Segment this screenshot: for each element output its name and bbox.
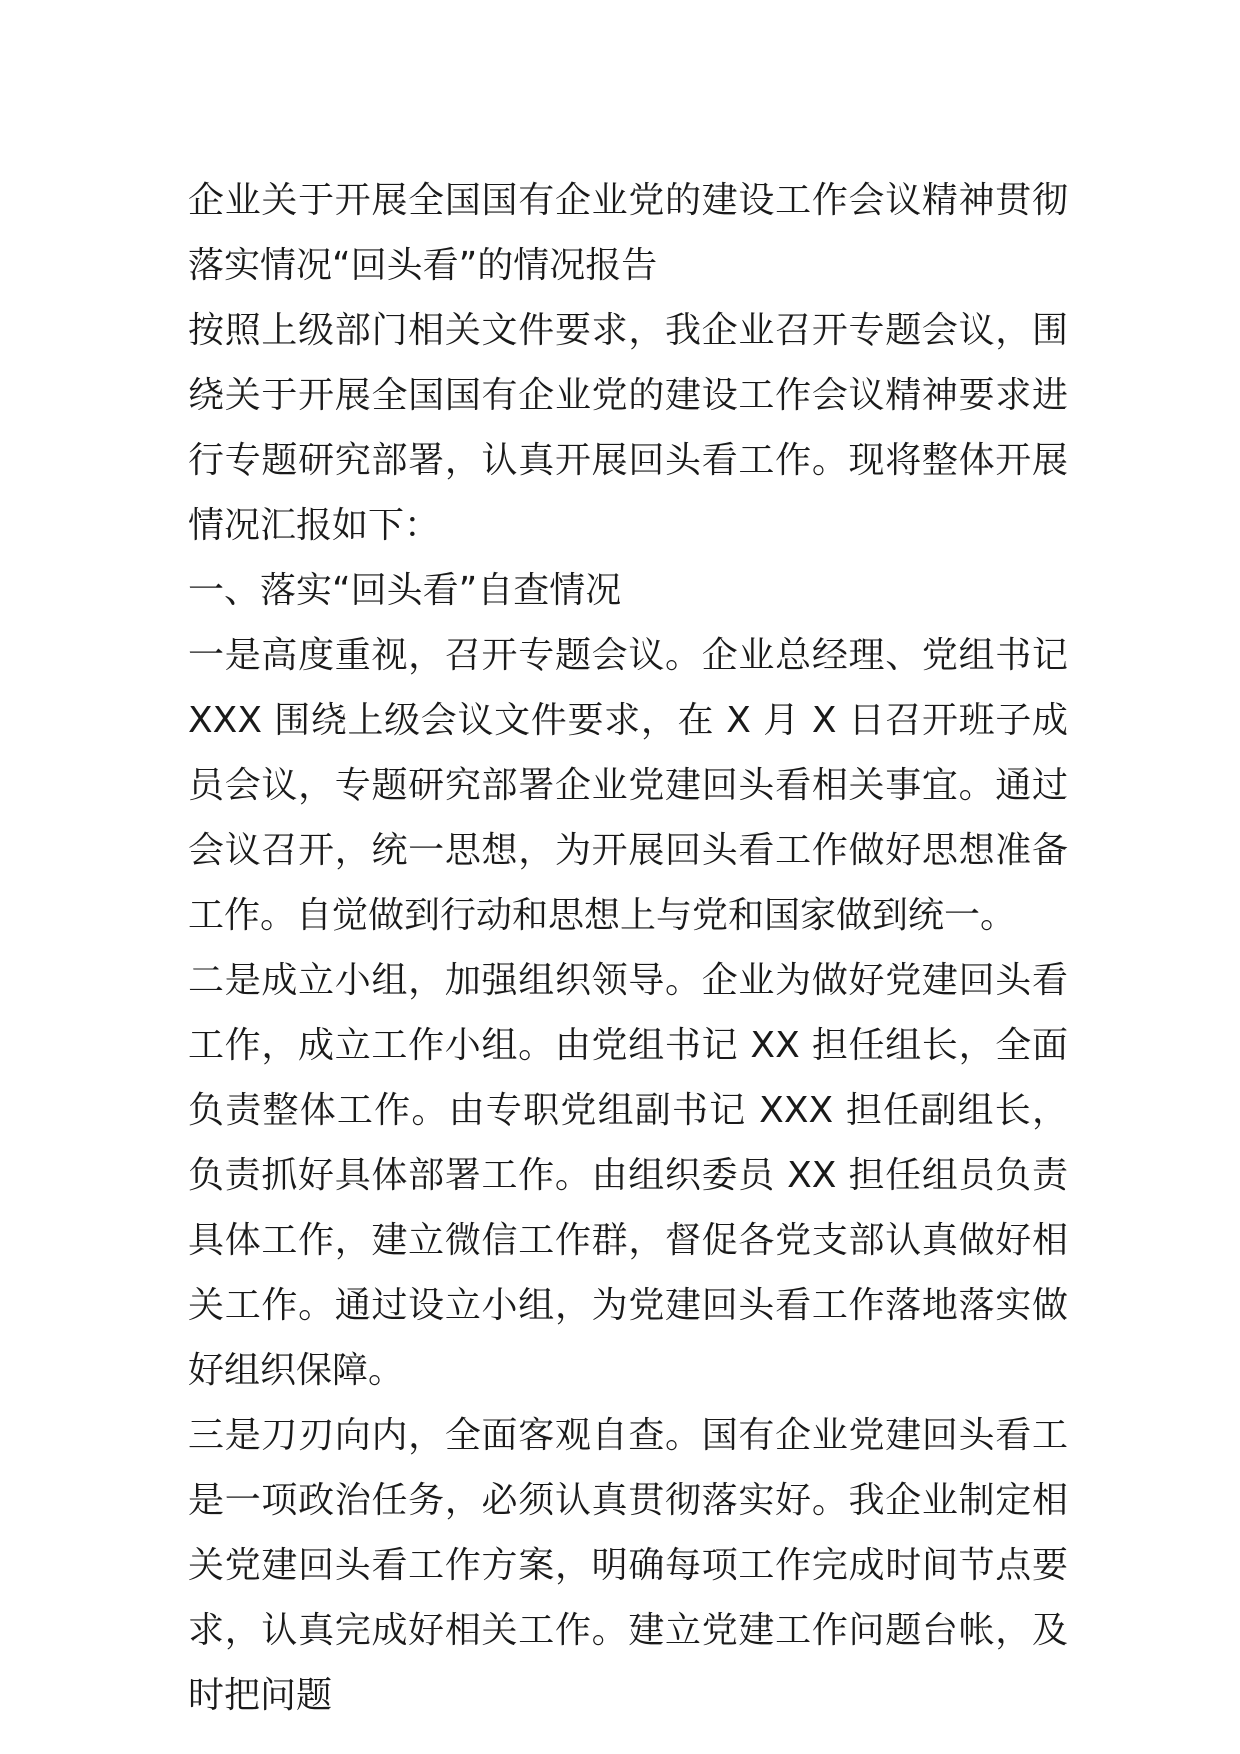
paragraph-item-3: 三是刀刃向内，全面客观自查。国有企业党建回头看工是一项政治任务，必须认真贯彻落实好。我企业制定相关党建回头看工作方案，明确每项工作完成时间节点要求，认真完成好相关工作。建立党建工作问题台帐，及时把问题	[188, 1415, 1068, 1716]
paragraph-intro: 按照上级部门相关文件要求，我企业召开专题会议，围绕关于开展全国国有企业党的建设工作会议精神要求进行专题研究部署，认真开展回头看工作。现将整体开展情况汇报如下：	[188, 310, 1068, 546]
document-title: 企业关于开展全国国有企业党的建设工作会议精神贯彻落实情况“回头看”的情况报告	[188, 180, 1068, 286]
paragraph-item-2: 二是成立小组，加强组织领导。企业为做好党建回头看工作，成立工作小组。由党组书记 XX 担任组长，全面负责整体工作。由专职党组副书记 XXX 担任副组长，负责抓好具体部署工作。由组织委员 XX 担任组员负责具体工作，建立微信工作群，督促各党支部认真做好相关工作。通过设立小组，为党建回头看工作落地落实做好组织保障。	[188, 960, 1068, 1391]
section-heading-1: 一、落实“回头看”自查情况	[188, 570, 622, 611]
document-body	[188, 168, 1068, 1728]
paragraph-item-1: 一是高度重视，召开专题会议。企业总经理、党组书记XXX 围绕上级会议文件要求，在 X 月 X 日召开班子成员会议，专题研究部署企业党建回头看相关事宜。通过会议召开，统一思想，为开展回头看工作做好思想准备工作。自觉做到行动和思想上与党和国家做到统一。	[188, 635, 1068, 936]
